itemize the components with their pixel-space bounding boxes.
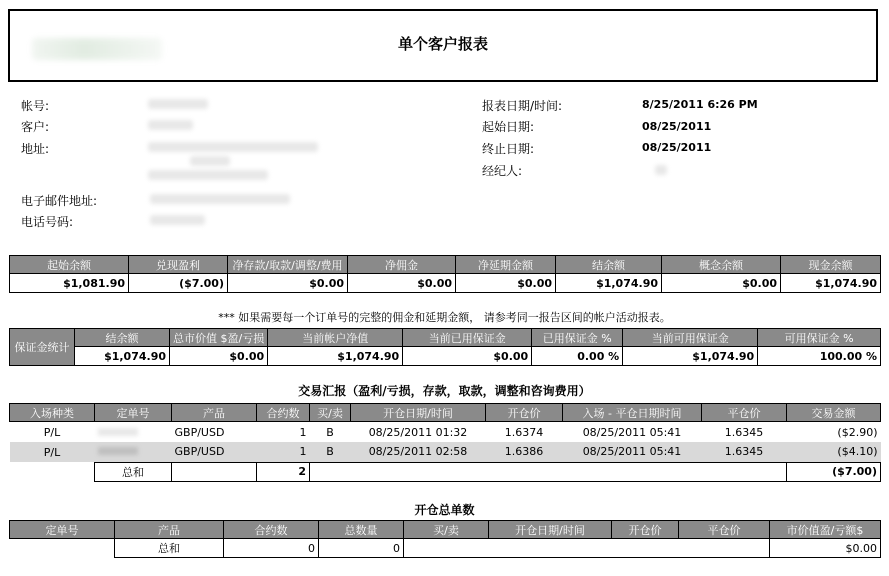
end-date-label: 终止日期: bbox=[482, 142, 535, 156]
email-value-redacted bbox=[150, 194, 290, 204]
margin-header: 总市价值 $盈/亏损 bbox=[170, 329, 268, 347]
trade-close-time: 08/25/2011 05:41 bbox=[563, 442, 702, 462]
customer-label: 客户: bbox=[21, 120, 50, 134]
balance-header: 净延期金额 bbox=[456, 256, 556, 274]
trade-type: P/L bbox=[10, 442, 95, 462]
broker-value-redacted bbox=[655, 165, 667, 175]
trade-amount: ($2.90) bbox=[837, 425, 878, 439]
balance-value: $0.00 bbox=[662, 274, 781, 293]
address-line1-redacted bbox=[148, 142, 318, 152]
margin-table bbox=[9, 328, 881, 366]
trade-close-price: 1.6345 bbox=[724, 425, 764, 439]
trade-header: 交易金额 bbox=[787, 404, 881, 422]
start-date-label: 起始日期: bbox=[482, 120, 535, 134]
trade-close-price: 1.6345 bbox=[702, 442, 787, 462]
trade-header: 开仓日期/时间 bbox=[351, 404, 486, 422]
margin-header: 结余额 bbox=[75, 329, 170, 347]
open-total-value: $0.00 bbox=[770, 539, 881, 558]
trade-open-price: 1.6386 bbox=[486, 442, 563, 462]
margin-value: $0.00 bbox=[403, 347, 532, 366]
balance-value: $1,081.90 bbox=[10, 274, 129, 293]
margin-header: 当前可用保证金 bbox=[623, 329, 758, 347]
margin-header: 可用保证金 % bbox=[758, 329, 881, 347]
open-positions-table bbox=[9, 520, 881, 558]
trade-header: 合约数 bbox=[257, 404, 310, 422]
trade-header: 产品 bbox=[172, 404, 257, 422]
balance-value: ($7.00) bbox=[129, 274, 228, 293]
open-total-label: 总和 bbox=[115, 539, 224, 558]
table-row bbox=[10, 442, 881, 462]
balance-header: 概念余额 bbox=[662, 256, 781, 274]
trade-total-amount: ($7.00) bbox=[787, 462, 881, 481]
balance-value: $1,074.90 bbox=[556, 274, 662, 293]
balance-value: $0.00 bbox=[456, 274, 556, 293]
open-header: 产品 bbox=[115, 521, 224, 539]
account-label: 帐号: bbox=[21, 99, 50, 113]
trade-total-row bbox=[10, 462, 881, 481]
trade-product: GBP/USD bbox=[172, 442, 257, 462]
trade-header: 入场种类 bbox=[10, 404, 95, 422]
margin-header: 当前已用保证金 bbox=[403, 329, 532, 347]
balance-header: 净存款/取款/调整/费用 bbox=[228, 256, 348, 274]
open-header: 买/卖 bbox=[404, 521, 489, 539]
trade-total-qty: 2 bbox=[257, 462, 310, 481]
balance-header: 现金余额 bbox=[781, 256, 881, 274]
open-header: 总数量 bbox=[319, 521, 404, 539]
open-total-amount: 0 bbox=[319, 539, 404, 558]
report-title: 单个客户报表 bbox=[397, 35, 488, 53]
balance-header: 净佣金 bbox=[348, 256, 456, 274]
trade-order-redacted bbox=[95, 442, 172, 462]
phone-value-redacted bbox=[150, 215, 205, 225]
trade-header: 买/卖 bbox=[310, 404, 351, 422]
margin-value: 100.00 % bbox=[758, 347, 881, 366]
trade-product: GBP/USD bbox=[174, 425, 225, 439]
trade-header: 开仓价 bbox=[486, 404, 563, 422]
trade-qty: 1 bbox=[257, 442, 310, 462]
trade-header: 入场 - 平仓日期时间 bbox=[563, 404, 702, 422]
balance-header: 兑现盈利 bbox=[129, 256, 228, 274]
trade-qty: 1 bbox=[299, 425, 307, 439]
balance-table bbox=[9, 255, 881, 293]
balance-header: 起始余额 bbox=[10, 256, 129, 274]
trade-side: B bbox=[310, 442, 351, 462]
margin-value: 0.00 % bbox=[532, 347, 623, 366]
open-positions-title: 开仓总单数 bbox=[414, 503, 475, 517]
end-date-value: 08/25/2011 bbox=[642, 141, 712, 154]
trade-total-label: 总和 bbox=[95, 462, 172, 481]
broker-label: 经纪人: bbox=[482, 164, 523, 178]
balance-header: 结余额 bbox=[556, 256, 662, 274]
margin-value: $1,074.90 bbox=[623, 347, 758, 366]
table-row bbox=[10, 422, 881, 443]
trade-order-redacted bbox=[95, 422, 172, 443]
margin-value: $1,074.90 bbox=[268, 347, 403, 366]
report-note: *** 如果需要每一个订单号的完整的佣金和延期金额， 请参考同一报告区间的帐户活动报表。 bbox=[218, 311, 671, 324]
margin-header: 当前帐户净值 bbox=[268, 329, 403, 347]
open-header: 定单号 bbox=[10, 521, 115, 539]
address-line3-redacted bbox=[148, 170, 268, 180]
report-date-label: 报表日期/时间: bbox=[482, 99, 563, 113]
open-total-row bbox=[10, 539, 881, 558]
open-header: 市价值盈/亏额$ bbox=[770, 521, 881, 539]
trade-type: P/L bbox=[43, 425, 61, 439]
margin-value: $0.00 bbox=[170, 347, 268, 366]
trade-open-time: 08/25/2011 02:58 bbox=[351, 442, 486, 462]
open-header: 开仓日期/时间 bbox=[489, 521, 612, 539]
start-date-value: 08/25/2011 bbox=[642, 120, 712, 133]
email-label: 电子邮件地址: bbox=[21, 194, 98, 208]
customer-value-redacted bbox=[148, 120, 193, 130]
balance-value: $1,074.90 bbox=[781, 274, 881, 293]
balance-value: $0.00 bbox=[228, 274, 348, 293]
trade-header: 平仓价 bbox=[702, 404, 787, 422]
trade-close-time: 08/25/2011 05:41 bbox=[582, 425, 682, 439]
trade-amount: ($4.10) bbox=[787, 442, 881, 462]
report-date-value: 8/25/2011 6:26 PM bbox=[642, 98, 758, 111]
trade-side: B bbox=[326, 425, 334, 439]
trade-summary-table bbox=[9, 403, 881, 482]
open-header: 合约数 bbox=[224, 521, 319, 539]
trade-open-price: 1.6374 bbox=[504, 425, 544, 439]
open-header: 开仓价 bbox=[612, 521, 679, 539]
open-header: 平仓价 bbox=[679, 521, 770, 539]
address-label: 地址: bbox=[21, 142, 50, 156]
margin-value: $1,074.90 bbox=[75, 347, 170, 366]
address-line2-redacted bbox=[190, 156, 230, 166]
margin-side-label: 保证金统计 bbox=[10, 329, 75, 366]
account-value-redacted bbox=[148, 99, 208, 109]
balance-value: $0.00 bbox=[348, 274, 456, 293]
phone-label: 电话号码: bbox=[21, 215, 74, 229]
trade-header: 定单号 bbox=[95, 404, 172, 422]
trade-open-time: 08/25/2011 01:32 bbox=[368, 425, 468, 439]
margin-header: 已用保证金 % bbox=[532, 329, 623, 347]
open-total-qty: 0 bbox=[224, 539, 319, 558]
trade-summary-title: 交易汇报（盈利/亏损，存款，取款，调整和咨询费用） bbox=[298, 384, 591, 398]
report-title-box bbox=[8, 9, 878, 82]
